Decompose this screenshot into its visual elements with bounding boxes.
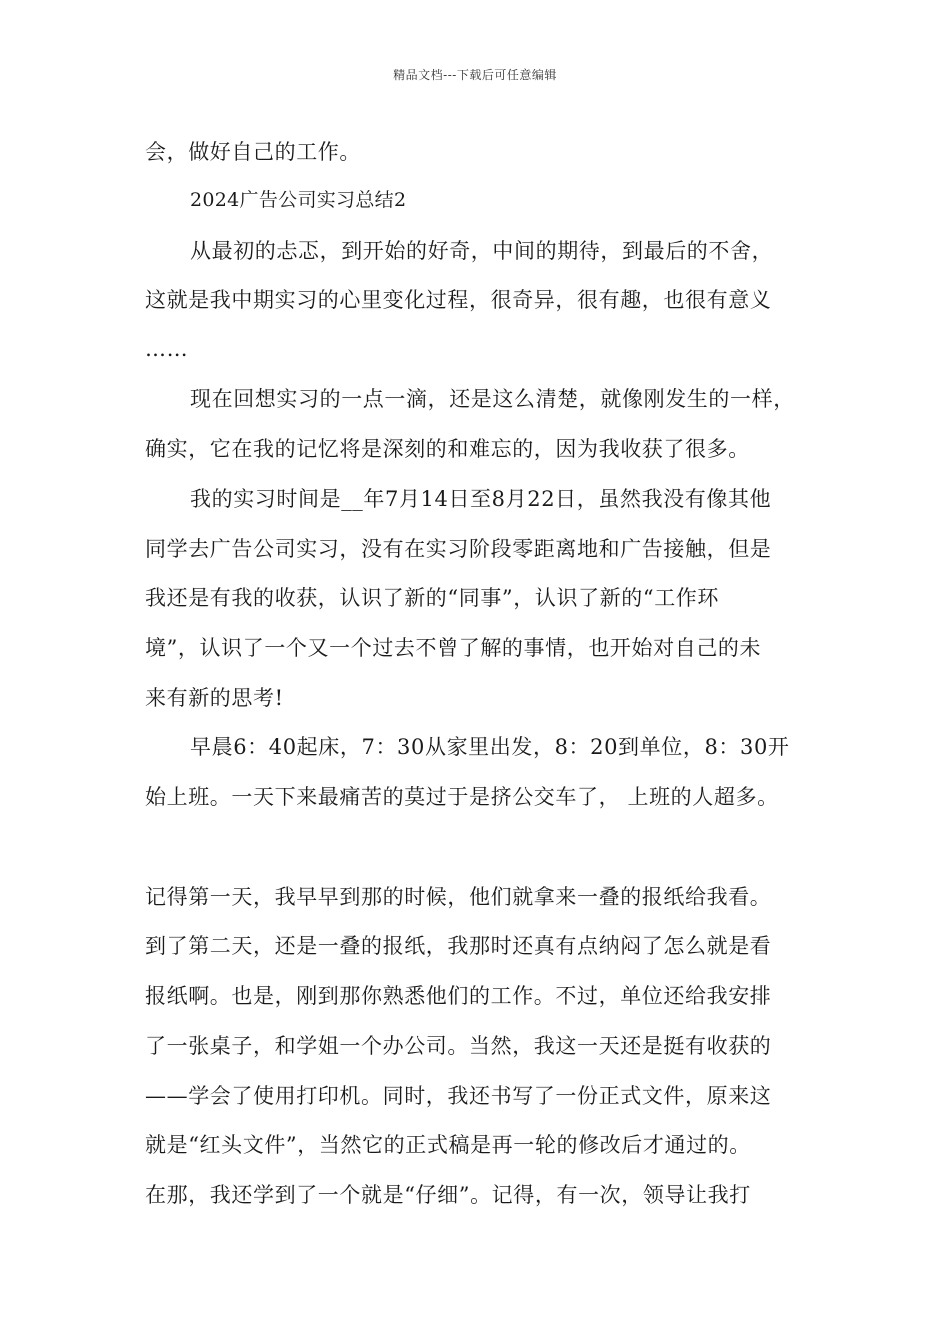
page-header: 精品文档---下载后可任意编辑 [393,68,557,82]
text-line: 到了第二天，还是一叠的报纸，我那时还真有点纳闷了怎么就是看 [145,934,772,958]
text-line: 从最初的忐忑，到开始的好奇，中间的期待，到最后的不舍， [190,239,774,263]
text-line: 现在回想实习的一点一滴，还是这么清楚，就像刚发生的一样， [190,387,795,411]
text-line: 记得第一天，我早早到那的时候，他们就拿来一叠的报纸给我看。 [145,885,772,909]
text-line: 了一张桌子，和学姐一个办公司。当然，我这一天还是挺有收获的 [145,1034,772,1058]
text-line: 早晨6：40起床，7：30从家里出发，8：20到单位，8：30开 [190,735,790,759]
text-line: 始上班。一天下来最痛苦的莫过于是挤公交车了， 上班的人超多。 [145,785,779,809]
text-line: 境”，认识了一个又一个过去不曾了解的事情，也开始对自己的未 [145,636,762,660]
text-line: …… [145,337,189,361]
text-line: ——学会了使用打印机。同时，我还书写了一份正式文件，原来这 [145,1084,772,1108]
text-line: 来有新的思考! [145,686,284,710]
section-title: 2024广告公司实习总结2 [190,189,407,211]
text-line: 在那，我还学到了一个就是“仔细”。记得，有一次，领导让我打 [145,1183,751,1207]
text-line: 就是“红头文件”，当然它的正式稿是再一轮的修改后才通过的。 [145,1133,751,1157]
text-line: 同学去广告公司实习，没有在实习阶段零距离地和广告接触，但是 [145,537,772,561]
text-line: 我还是有我的收获，认识了新的“同事”，认识了新的“工作环 [145,586,720,610]
text-line: 我的实习时间是__年7月14日至8月22日，虽然我没有像其他 [190,487,772,511]
text-line: 报纸啊。也是，刚到那你熟悉他们的工作。不过，单位还给我安排 [145,984,772,1008]
text-line: 这就是我中期实习的心里变化过程，很奇异，很有趣，也很有意义 [145,288,772,312]
text-line: 会，做好自己的工作。 [145,140,361,164]
text-line: 确实，它在我的记忆将是深刻的和难忘的，因为我收获了很多。 [145,437,750,461]
